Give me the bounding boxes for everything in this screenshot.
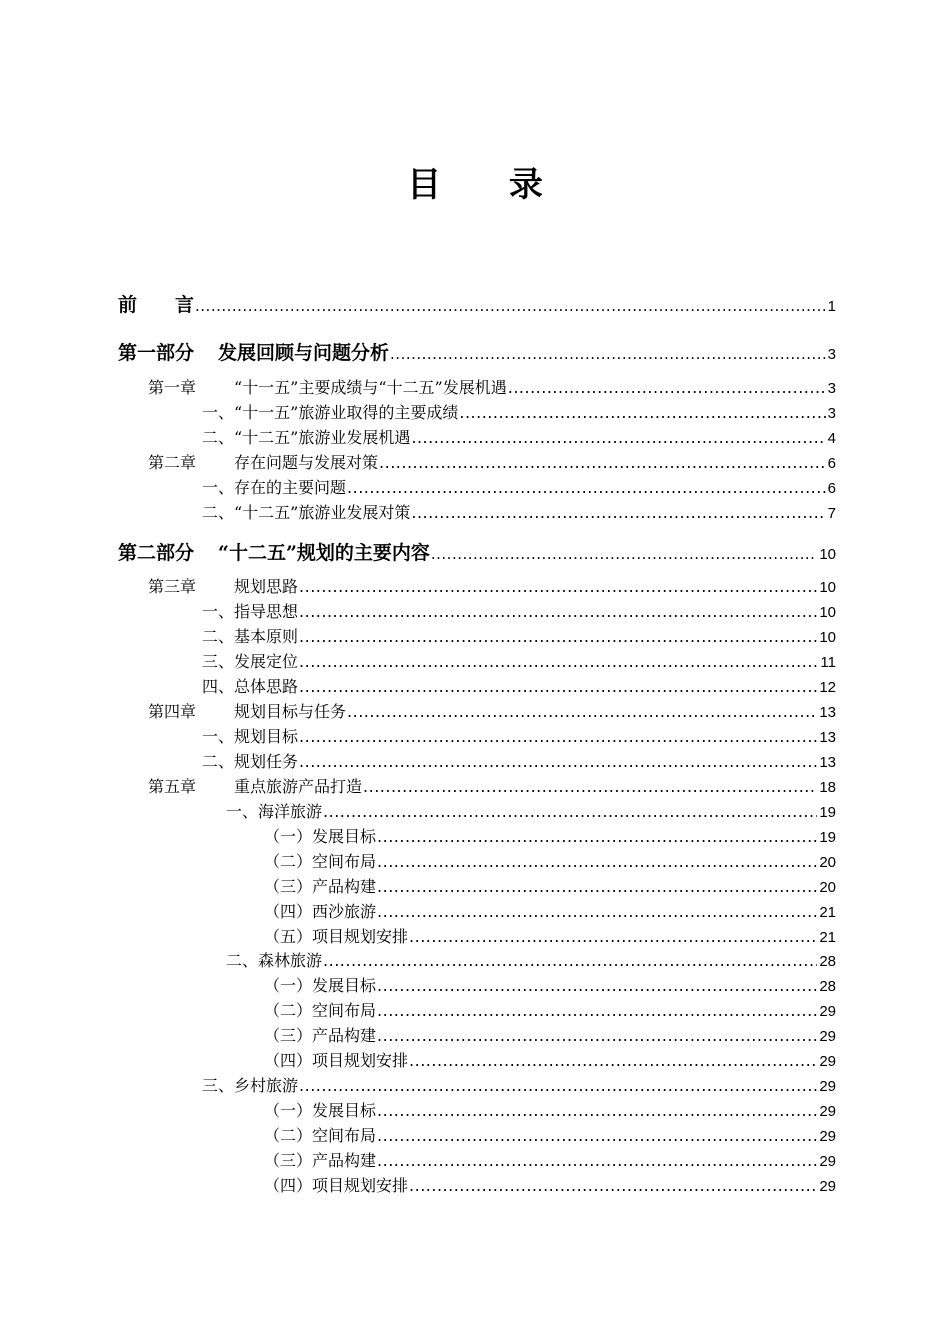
toc-entry-label [264,1148,376,1171]
toc-entry[interactable] [148,574,836,598]
toc-entry-title: 前 言 [118,294,195,316]
toc-entry-title: 三、发展定位 [202,652,299,671]
dot-leader [377,827,817,846]
toc-entry-title: 一、“十一五”旅游业取得的主要成绩 [202,403,459,422]
toc-entry-number: 第二部分 [118,542,195,564]
toc-page-number: 20 [819,854,836,871]
toc-entry[interactable] [202,400,836,424]
dot-leader [409,1176,817,1195]
toc-entry-title: 二、基本原则 [202,627,299,646]
toc-page-number: 10 [819,546,836,563]
toc-entry-title: （三）产品构建 [264,877,377,896]
toc-page-number: 10 [819,604,836,621]
toc-page-number: 21 [819,929,836,946]
toc-entry-label [118,290,194,317]
toc-page-number: 19 [819,829,836,846]
toc-entry-label [264,874,376,897]
dot-leader [377,902,817,921]
toc-page-number: 21 [819,904,836,921]
toc-entry[interactable] [202,624,836,648]
toc-entry-label [202,624,298,647]
toc-page-number: 13 [819,704,836,721]
toc-page-number: 10 [819,629,836,646]
toc-entry-title: “十一五”主要成绩与“十二五”发展机遇 [234,378,507,397]
toc-page-number: 13 [819,729,836,746]
dot-leader [377,877,817,896]
toc-entry-label [264,824,376,847]
toc-page-number: 12 [819,679,836,696]
toc-entry-label [202,1073,298,1096]
toc-entry-label [148,450,378,473]
toc-entry[interactable] [264,1048,836,1072]
toc-entry-title: （四）项目规划安排 [264,1176,409,1195]
toc-page-number: 7 [827,505,836,522]
toc-entry-label [148,574,298,597]
toc-entry-label [264,1048,408,1071]
toc-page-number: 20 [819,879,836,896]
toc-entry[interactable] [264,1098,836,1122]
toc-page-number: 29 [819,1028,836,1045]
toc-entry-label [226,948,322,971]
toc-entry-title: 三、乡村旅游 [202,1076,299,1095]
toc-entry[interactable] [202,599,836,623]
dot-leader [409,1051,817,1070]
dot-leader [459,403,825,422]
toc-entry-label [264,899,376,922]
toc-page-number: 1 [827,298,836,315]
dot-leader [347,478,826,497]
toc-page-number: 29 [819,1053,836,1070]
toc-entry[interactable] [264,1123,836,1147]
toc-entry[interactable] [202,500,836,524]
toc-entry-title: “十二五”规划的主要内容 [218,542,430,564]
dot-leader [347,702,817,721]
dot-leader [195,297,826,315]
toc-entry[interactable] [264,899,836,923]
dot-leader [323,951,817,970]
toc-entry[interactable] [264,874,836,898]
toc-entry-label [118,338,389,365]
toc-entry-number: 第三章 [148,577,197,596]
toc-entry[interactable] [264,1173,836,1197]
toc-page-number: 13 [819,754,836,771]
page-title: 目 录 [407,165,571,205]
toc-entry-number: 第四章 [148,702,197,721]
toc-entry-title: 一、指导思想 [202,602,299,621]
dot-leader [299,1076,817,1095]
toc-entry-label [264,924,408,947]
toc-entry-number: 第一章 [148,378,197,397]
toc-entry-label [264,973,376,996]
dot-leader [377,1101,817,1120]
dot-leader [377,852,817,871]
dot-leader [299,627,817,646]
toc-entry-label [202,674,298,697]
dot-leader [377,1001,817,1020]
toc-entry-label [264,1173,408,1196]
toc-page-number: 29 [819,1178,836,1195]
toc-entry-number: 第五章 [148,777,197,796]
toc-page-number: 10 [819,579,836,596]
toc-page-number: 29 [819,1128,836,1145]
toc-entry[interactable] [118,538,836,568]
toc-entry-title: 二、“十二五”旅游业发展对策 [202,503,411,522]
toc-page-number: 29 [819,1103,836,1120]
toc-entry[interactable] [202,475,836,499]
toc-entry[interactable] [202,1073,836,1097]
dot-leader [299,677,817,696]
toc-entry-title: （一）发展目标 [264,1101,377,1120]
dot-leader [323,802,817,821]
dot-leader [377,976,817,995]
dot-leader [411,503,825,522]
toc-entry[interactable] [148,450,836,474]
toc-entry-label [202,425,410,448]
toc-entry[interactable] [148,375,836,399]
toc-entry-title: 发展回顾与问题分析 [218,342,390,364]
toc-page-number: 29 [819,1153,836,1170]
toc-entry[interactable] [264,1148,836,1172]
toc-entry-label [202,749,298,772]
toc-entry-title: 二、“十二五”旅游业发展机遇 [202,428,411,447]
toc-entry-label [148,375,507,398]
toc-entry[interactable] [264,849,836,873]
toc-entry[interactable] [202,674,836,698]
toc-entry[interactable] [264,824,836,848]
toc-entry-label [264,1098,376,1121]
dot-leader [379,453,826,472]
toc-entry[interactable] [202,724,836,748]
toc-entry[interactable] [202,425,836,449]
dot-leader [390,345,826,363]
toc-page-number: 3 [827,405,836,422]
toc-entry-title: 二、森林旅游 [226,951,323,970]
toc-page-number: 29 [819,1003,836,1020]
toc-entry-title: （五）项目规划安排 [264,927,409,946]
toc-entry-title: （二）空间布局 [264,1001,377,1020]
toc-entry-label [118,538,430,565]
toc-entry[interactable] [264,1023,836,1047]
dot-leader [363,777,817,796]
toc-entry-title: 一、海洋旅游 [226,802,323,821]
dot-leader [299,652,818,671]
toc-page-number: 3 [827,380,836,397]
toc-entry-number: 第一部分 [118,342,195,364]
toc-entry[interactable] [118,290,836,320]
toc-entry-label [202,500,410,523]
toc-entry-label [264,1023,376,1046]
toc-entry-label [202,649,298,672]
toc-entry[interactable] [226,948,836,972]
toc-entry-title: 规划目标与任务 [234,702,347,721]
toc-entry-label [264,849,376,872]
toc-page-number: 11 [820,654,836,671]
toc-entry-title: （三）产品构建 [264,1151,377,1170]
toc-entry-title: （一）发展目标 [264,827,377,846]
toc-entry-label [226,799,322,822]
toc-entry-title: 一、存在的主要问题 [202,478,347,497]
dot-leader [409,927,817,946]
toc-entry[interactable] [202,749,836,773]
toc-page-number: 28 [819,953,836,970]
toc-entry-label [202,599,298,622]
toc-entry-title: 一、规划目标 [202,727,299,746]
toc-entry-title: 四、总体思路 [202,677,299,696]
toc-page-number: 4 [827,430,836,447]
toc-entry-title: （三）产品构建 [264,1026,377,1045]
toc-entry[interactable] [118,338,836,368]
toc-entry-title: 重点旅游产品打造 [234,777,363,796]
toc-entry-label [264,1123,376,1146]
toc-page-number: 19 [819,804,836,821]
toc-entry-title: （二）空间布局 [264,1126,377,1145]
toc-entry-label [202,475,346,498]
toc-entry-title: （四）西沙旅游 [264,902,377,921]
dot-leader [299,752,817,771]
toc-entry-title: （四）项目规划安排 [264,1051,409,1070]
toc-entry[interactable] [202,649,836,673]
toc-entry-label [264,998,376,1021]
toc-entry-title: （一）发展目标 [264,976,377,995]
toc-entry-number: 第二章 [148,453,197,472]
toc-entry[interactable] [264,998,836,1022]
dot-leader [377,1151,817,1170]
dot-leader [508,378,826,397]
toc-entry[interactable] [226,799,836,823]
dot-leader [299,602,817,621]
toc-entry-label [148,774,362,797]
toc-entry[interactable] [264,973,836,997]
dot-leader [411,428,825,447]
toc-entry-label [148,699,346,722]
dot-leader [431,545,817,563]
toc-page-number: 28 [819,978,836,995]
toc-entry[interactable] [148,699,836,723]
dot-leader [299,577,817,596]
toc-page-number: 29 [819,1078,836,1095]
toc-page-number: 18 [819,779,836,796]
toc-entry[interactable] [264,924,836,948]
toc-entry-title: 存在问题与发展对策 [234,453,379,472]
toc-entry-label [202,724,298,747]
toc-entry-label [202,400,458,423]
toc-page-number: 6 [827,455,836,472]
toc-entry-title: （二）空间布局 [264,852,377,871]
toc-page-number: 6 [827,480,836,497]
toc-page-number: 3 [827,346,836,363]
toc-entry-title: 二、规划任务 [202,752,299,771]
toc-entry[interactable] [148,774,836,798]
toc-entry-title: 规划思路 [234,577,299,596]
dot-leader [299,727,817,746]
dot-leader [377,1126,817,1145]
dot-leader [377,1026,817,1045]
